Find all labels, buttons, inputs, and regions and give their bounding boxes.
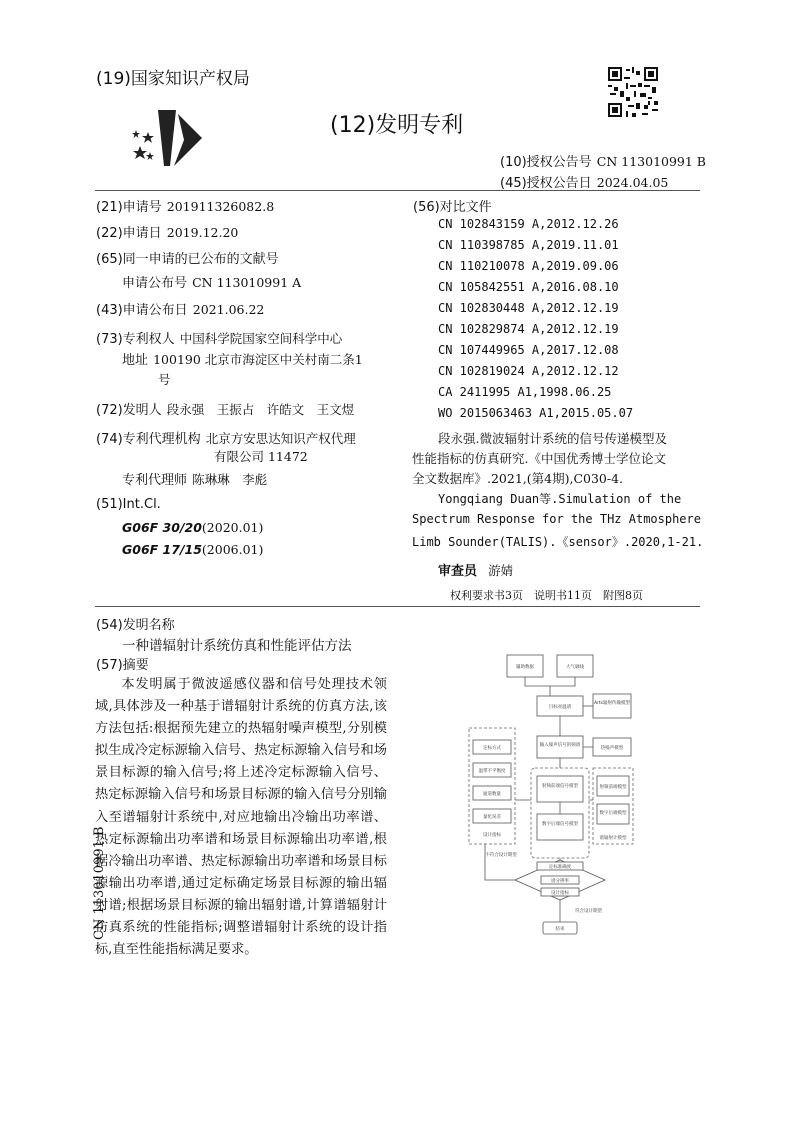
flow-text: 目标亮温谱 — [548, 705, 572, 710]
grant-pub-date-label: (45)授权公告日 — [500, 176, 592, 191]
flow-text: 热噪声模型 — [600, 746, 624, 751]
app-pub-date: 2021.06.22 — [192, 302, 265, 317]
prior-pub-no: CN 113010991 A — [192, 275, 302, 290]
flow-text: 谱辐射计模型 — [599, 836, 627, 841]
inventors: 段永强 王振占 许皓文 王文煜 — [166, 402, 355, 417]
filing-date: 2019.12.20 — [166, 225, 239, 240]
flow-text: 结束 — [555, 927, 565, 932]
agents: 陈琳琳 李彪 — [192, 472, 268, 487]
citation-item: WO 2015063463 A1,2015.05.07 — [438, 406, 634, 420]
citations-label: (56)对比文件 — [413, 200, 492, 215]
patentee-label: (73)专利权人 — [96, 332, 175, 347]
patentee: 中国科学院国家空间科学中心 — [179, 331, 343, 346]
page-counts: 权利要求书3页 说明书11页 附图8页 — [450, 589, 643, 602]
app-pub-date-label: (43)申请公布日 — [96, 303, 188, 318]
npl-citation-1-line-2: 性能指标的仿真研究.《中国优秀博士学位论文 — [412, 451, 666, 466]
ipc-code-1: G06F 30/20 — [122, 520, 202, 535]
npl-citation-1-line-1: 段永强.微波辐射计系统的信号传递模型及 — [438, 431, 667, 446]
prior-pub-no-label: 申请公布号 — [122, 276, 188, 291]
side-publication-id: CN 113010991 B — [92, 826, 107, 940]
ipc-version-2: (2006.01) — [201, 542, 264, 557]
qr-code-icon — [608, 67, 658, 117]
ipc-label: (51)Int.Cl. — [96, 497, 161, 512]
flow-text: 不符合设计期望 — [485, 853, 517, 858]
app-no: 201911326082.8 — [166, 199, 275, 214]
agency-label: (74)专利代理机构 — [96, 432, 201, 447]
citation-item: CN 105842551 A,2016.08.10 — [438, 280, 619, 294]
filing-date-label: (22)申请日 — [96, 226, 162, 241]
flow-text: 谱分辨率 — [551, 879, 569, 884]
address-line-2: 号 — [158, 372, 171, 387]
agent-label: 专利代理师 — [122, 473, 188, 488]
citation-item: CN 110398785 A,2019.11.01 — [438, 238, 619, 252]
flow-box — [537, 814, 583, 840]
agency-line-2: 有限公司 11472 — [214, 449, 308, 464]
inventors-label: (72)发明人 — [96, 403, 162, 418]
npl-citation-2-line-2: Spectrum Response for the THz Atmosphere — [412, 512, 701, 526]
invention-title: 一种谱辐射计系统仿真和性能评估方法 — [122, 638, 352, 654]
address-label: 地址 — [122, 353, 149, 368]
citation-item: CN 102819024 A,2012.12.12 — [438, 364, 619, 378]
flow-text: 数字后端模型 — [599, 811, 627, 816]
grant-pub-no: CN 113010991 B — [596, 154, 706, 169]
abstract-text: 本发明属于微波遥感仪器和信号处理技术领域,具体涉及一种基于谱辐射计系统的仿真方法,该方法包括:根据预先建立的热辐射噪声模型,分别模拟生成冷定标源输入信号、热定标源输入信号和场景目标源的输入信号;将上述冷定标源输入信号、热定标源输入信号和场景目标源的输入信号分别输入至谱辐射计系统中,对应地输出冷输出功率谱、热定标源输出功率谱和场景目标源输出功率谱,根据冷输出功率谱、热定标源输出功率谱和场景目标源输出功率谱,通过定标确定场景目标源的输出辐射谱;根据场景目标源的输出辐射谱,计算谱辐射计仿真系统的性能指标;调整谱辐射计系统的设计指标,直至性能指标满足要求。 — [95, 677, 387, 958]
flow-text: 设计指标 — [483, 833, 501, 838]
ipc-code-2: G06F 17/15 — [122, 542, 202, 557]
flow-text: 数字后端信号模型 — [542, 822, 578, 827]
flow-text: 输入噪声信号的频谱 — [539, 743, 581, 748]
prior-pub-label: (65)同一申请的已公布的文献号 — [96, 252, 279, 267]
flow-text: 定标准确度 — [548, 865, 572, 870]
abstract-figure-flowchart — [465, 650, 635, 940]
flow-text: 射频前端信号模型 — [542, 784, 578, 789]
app-no-label: (21)申请号 — [96, 200, 162, 215]
flow-text: 大气廓线 — [566, 665, 584, 670]
flow-text: 量化误差 — [483, 815, 501, 820]
title-label: (54)发明名称 — [96, 618, 175, 633]
flow-text: 符合设计期望 — [575, 909, 602, 914]
grant-pub-date: 2024.04.05 — [596, 175, 669, 190]
npl-citation-1-line-3: 全文数据库》.2021,(第4期),C030-4. — [412, 471, 624, 486]
flow-text: 通道数量 — [483, 792, 501, 797]
npl-citation-2-line-3: Limb Sounder(TALIS).《sensor》.2020,1-21. — [412, 535, 704, 549]
grant-pub-no-label: (10)授权公告号 — [500, 155, 592, 170]
abstract-label: (57)摘要 — [96, 658, 149, 673]
flow-box — [537, 776, 583, 802]
npl-citation-2-line-1: Yongqiang Duan等.Simulation of the — [438, 492, 682, 506]
address-line-1: 100190 北京市海淀区中关村南二条1 — [153, 352, 363, 367]
citation-item: CN 102829874 A,2012.12.19 — [438, 322, 619, 336]
citation-item: CN 102843159 A,2012.12.26 — [438, 217, 619, 231]
citation-item: CN 102830448 A,2012.12.19 — [438, 301, 619, 315]
citation-item: CA 2411995 A1,1998.06.25 — [438, 385, 612, 399]
ipc-version-1: (2020.01) — [201, 520, 264, 535]
doc-type-title: (12)发明专利 — [330, 113, 464, 138]
flow-text: 辅助数据 — [516, 665, 534, 670]
flow-text: 设计指标 — [551, 891, 569, 896]
body-divider — [95, 606, 700, 607]
cnipa-logo-icon — [128, 108, 206, 170]
agency-line-1: 北京方安思达知识产权代理 — [205, 431, 356, 446]
flow-text: Arts辐射传输模型 — [593, 701, 631, 706]
flow-text: 定标方式 — [483, 746, 501, 751]
examiner-label: 审查员 — [438, 564, 478, 579]
header-divider — [95, 190, 700, 191]
flow-text: 射频前端模型 — [599, 785, 627, 790]
examiner: 游婧 — [488, 563, 514, 578]
citation-item: CN 107449965 A,2017.12.08 — [438, 343, 619, 357]
flow-text: 温带不平衡度 — [478, 769, 506, 774]
citation-item: CN 110210078 A,2019.09.06 — [438, 259, 619, 273]
flow-box — [593, 694, 631, 718]
office-name: (19)国家知识产权局 — [96, 69, 250, 89]
